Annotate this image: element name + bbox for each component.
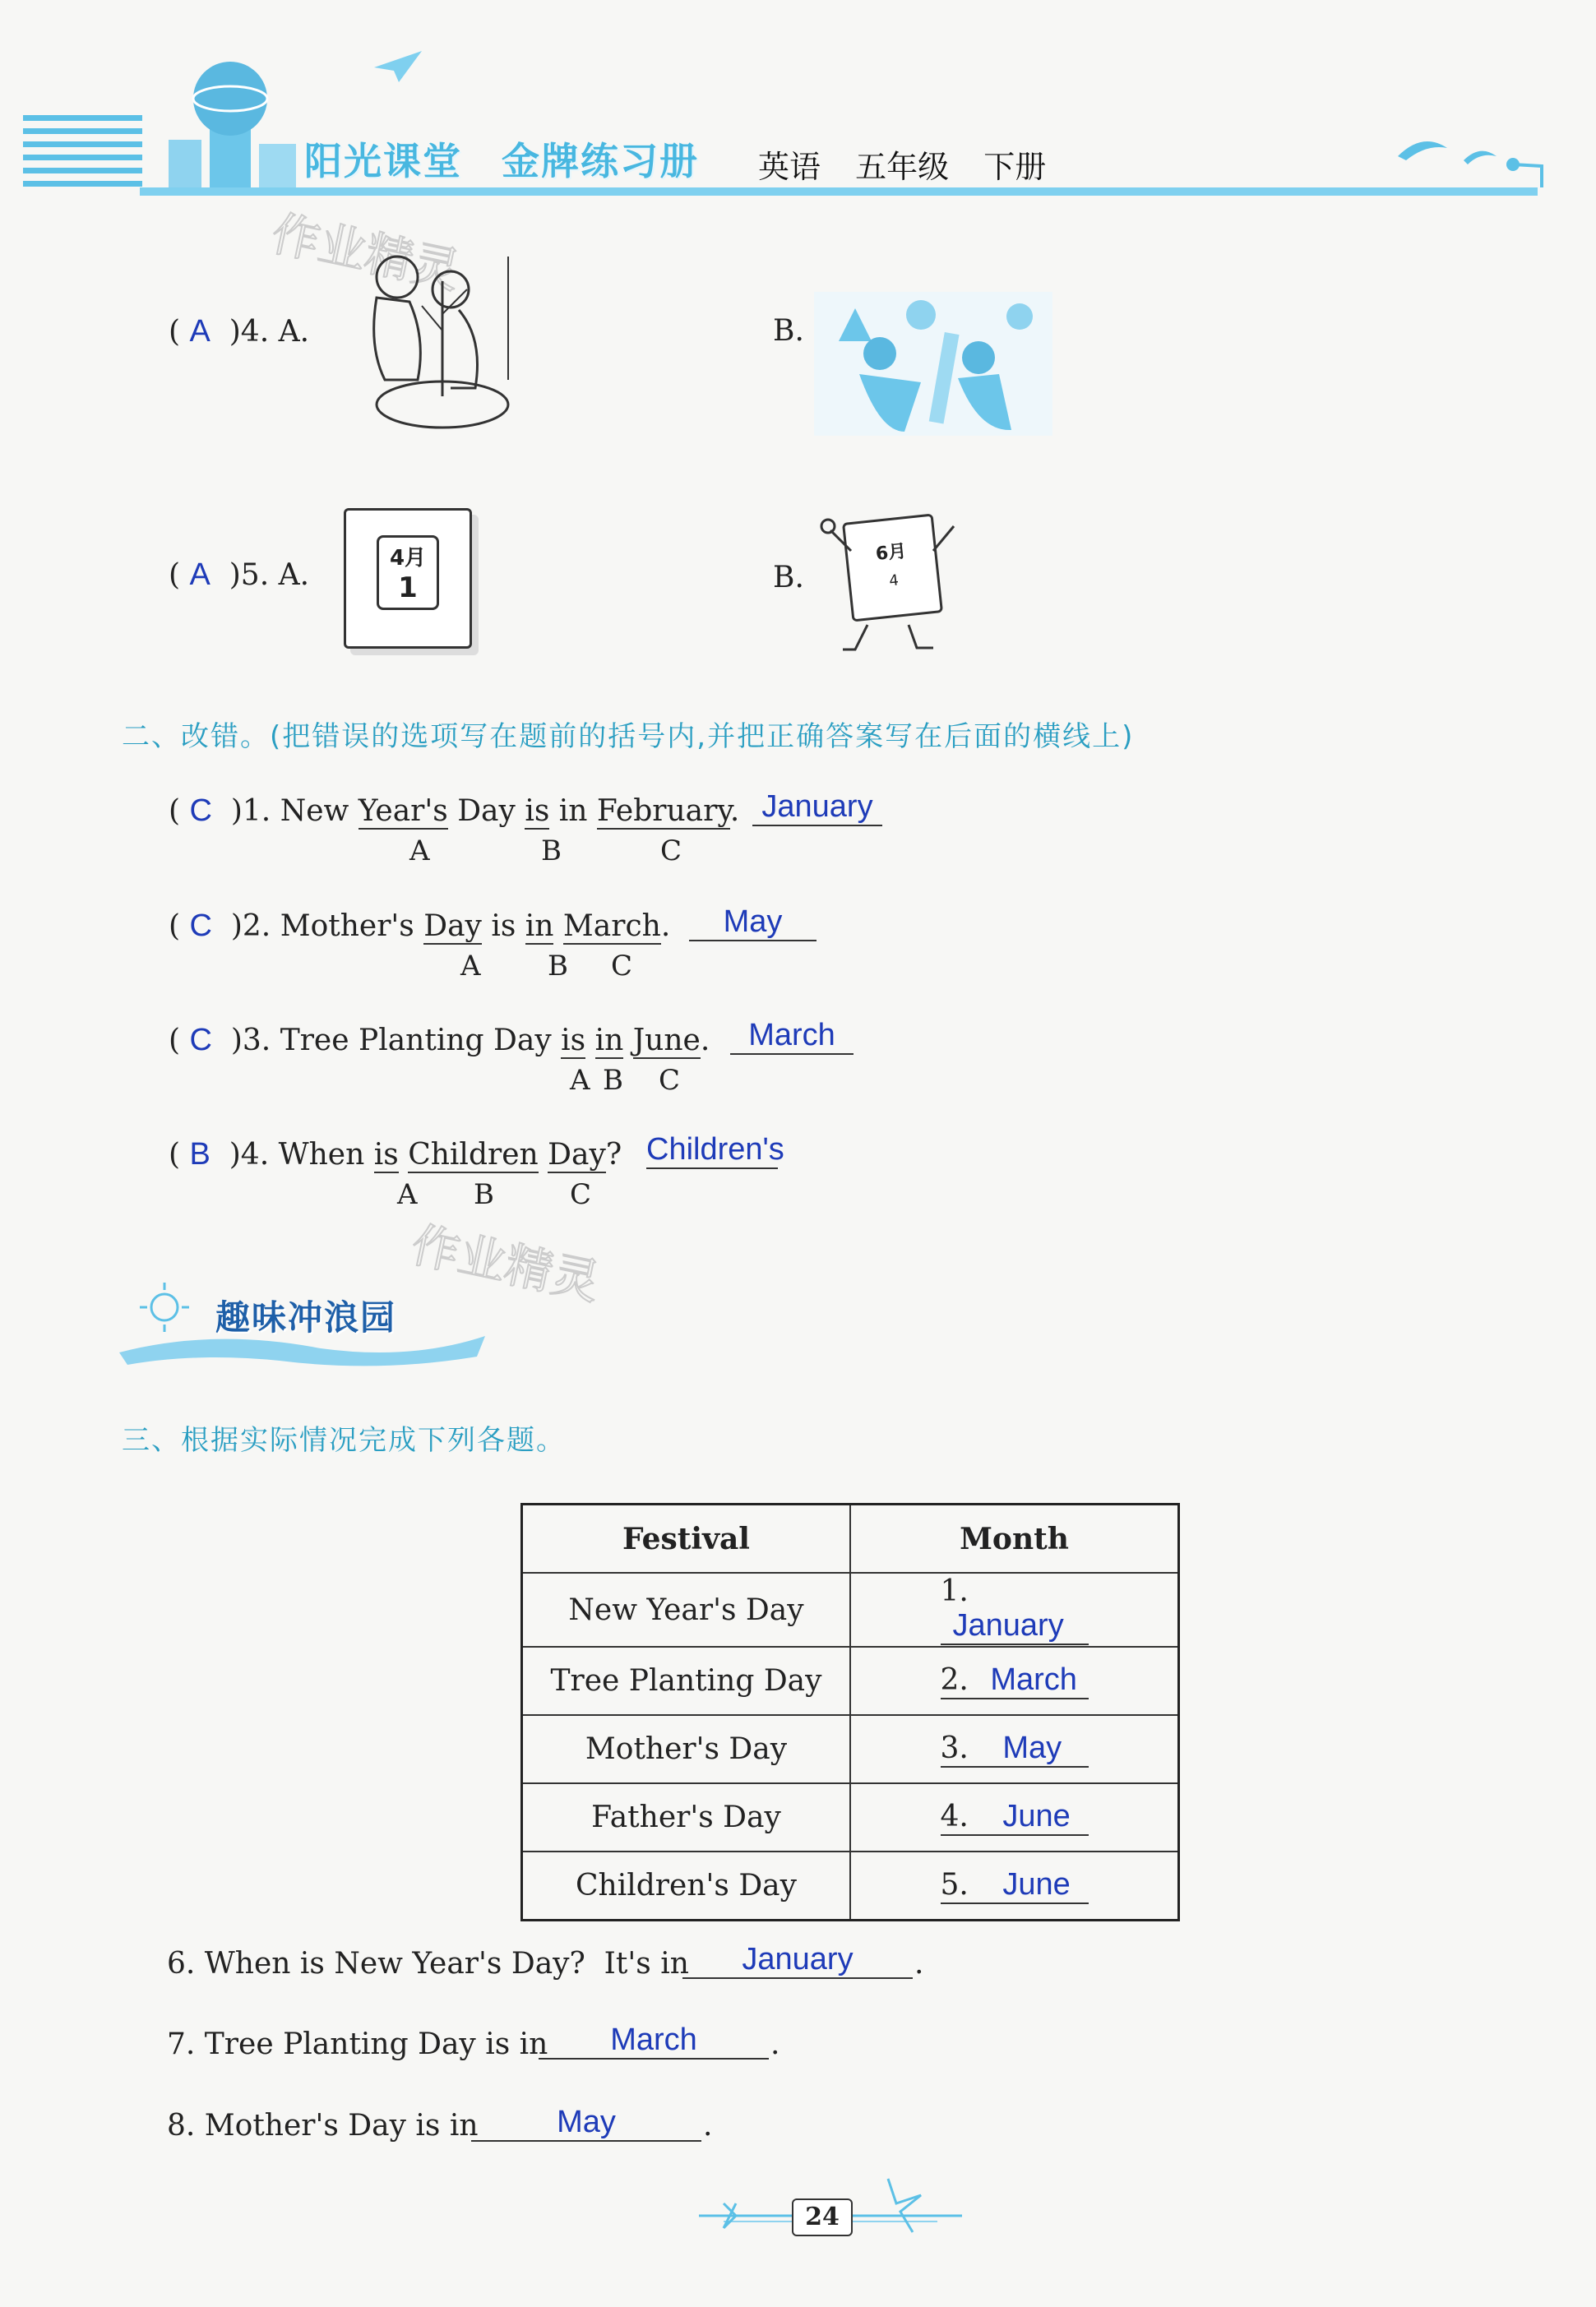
- month-answer: June: [1002, 1799, 1071, 1833]
- header-bar: [140, 187, 1538, 196]
- sentence-text: Day: [447, 794, 525, 828]
- festival-cell: Tree Planting Day: [522, 1647, 851, 1715]
- month-cell: [850, 1715, 1179, 1783]
- calendar-day: 4: [888, 571, 900, 590]
- item-number: )1.: [230, 794, 271, 828]
- answer-choice: A: [189, 557, 210, 592]
- answer-blank-8: May: [471, 2105, 701, 2142]
- month-answer: January: [952, 1608, 1064, 1643]
- table-row: [522, 1715, 1179, 1783]
- question-6: 6. When is New Year's Day? It's in: [167, 1947, 689, 1981]
- row-number: 4.: [940, 1800, 969, 1833]
- calendar-month: 6月: [874, 541, 908, 565]
- answer-blank-7: March: [539, 2023, 769, 2060]
- month-cell: [850, 1647, 1179, 1715]
- sentence-text: [399, 1138, 408, 1172]
- table-row: [522, 1647, 1179, 1715]
- correction-answer-3: March: [730, 1018, 854, 1055]
- sentence-text: .: [700, 1024, 710, 1057]
- item-number: )4.: [229, 1138, 270, 1172]
- sentence-text: [585, 1024, 594, 1057]
- answer-choice: C: [189, 793, 212, 828]
- correction-answer-2: May: [689, 904, 817, 941]
- book-title: 阳光课堂 金牌练习册: [304, 139, 699, 183]
- sentence-text: .: [729, 794, 740, 828]
- letter-a: A: [570, 1064, 590, 1097]
- option-b-word: Children: [408, 1138, 539, 1172]
- correction-answer-4: Children's: [646, 1132, 778, 1169]
- subject-label: 英语: [758, 149, 821, 185]
- letter-b: B: [603, 1064, 623, 1097]
- option-b-word: in: [525, 909, 554, 943]
- calendar-arms-legs: [810, 502, 974, 658]
- answer-choice: C: [189, 1023, 212, 1057]
- festival-cell: New Year's Day: [522, 1573, 851, 1647]
- option-a-word: is: [561, 1024, 586, 1057]
- banner-title: 趣味冲浪园: [215, 1297, 397, 1338]
- question-4: ( A )4. A.: [169, 314, 310, 349]
- answer-blank-6: January: [682, 1942, 913, 1979]
- sentence-end: .: [703, 2109, 713, 2143]
- option-c-word: June: [632, 1024, 701, 1057]
- item-number: )3.: [230, 1024, 271, 1057]
- option-a-word: Day: [423, 909, 482, 943]
- sentence-text: Mother's: [280, 909, 424, 943]
- section-3-title: 三、根据实际情况完成下列各题。: [122, 1424, 566, 1457]
- festival-table: [520, 1503, 1180, 1921]
- sentence-text: When: [278, 1138, 374, 1172]
- sentence-text: is: [481, 909, 525, 943]
- sentence-text: New: [280, 794, 359, 828]
- volume-label: 下册: [983, 149, 1047, 185]
- letter-c: C: [660, 834, 682, 867]
- option-b-label: B.: [773, 561, 804, 594]
- month-cell: [850, 1573, 1179, 1647]
- month-answer: March: [990, 1662, 1077, 1697]
- letter-a: A: [397, 1178, 418, 1211]
- letter-c: C: [659, 1064, 681, 1097]
- sentence-text: .: [660, 909, 671, 943]
- table-row: [522, 1573, 1179, 1647]
- watermark: 作业精灵: [406, 1216, 605, 1311]
- sentence-text: ?: [605, 1138, 622, 1172]
- row-number: 1.: [940, 1574, 969, 1608]
- question-number: )5. A.: [229, 558, 310, 592]
- answer-choice: A: [189, 314, 210, 349]
- option-b-word: in: [594, 1024, 624, 1057]
- festival-cell: Children's Day: [522, 1852, 851, 1921]
- watermark: 作业精灵: [266, 205, 465, 300]
- correction-item-4: ( B )4. When is Children Day?: [169, 1137, 622, 1172]
- letter-c: C: [611, 950, 633, 982]
- letter-a: A: [460, 950, 481, 982]
- childrens-day-picture: [814, 292, 1052, 436]
- answer-choice: B: [189, 1137, 210, 1172]
- sentence-end: .: [770, 2027, 780, 2061]
- option-c-word: February: [596, 794, 730, 828]
- tree-planting-picture: [344, 232, 525, 437]
- calendar-april: [344, 508, 472, 649]
- sentence-text: Tree Planting Day: [280, 1024, 562, 1057]
- table-row: [522, 1852, 1179, 1921]
- correction-item-3: ( C )3. Tree Planting Day is in June.: [169, 1023, 710, 1057]
- question-7: 7. Tree Planting Day is in: [167, 2027, 548, 2061]
- calendar-month: 4月: [389, 546, 427, 571]
- row-number: 5.: [940, 1868, 969, 1902]
- column-header: Month: [850, 1505, 1179, 1574]
- option-a-word: Year's: [358, 794, 448, 828]
- paper-plane-icon: [374, 51, 423, 84]
- column-header: Festival: [522, 1505, 851, 1574]
- row-number: 3.: [940, 1731, 969, 1765]
- book-info: [758, 141, 1046, 187]
- option-c-word: Day: [548, 1138, 606, 1172]
- grade-label: 五年级: [855, 149, 950, 185]
- table-header-row: [522, 1505, 1179, 1574]
- month-answer: June: [1002, 1867, 1071, 1902]
- table-row: [522, 1783, 1179, 1852]
- calendar-day: 1: [398, 571, 418, 604]
- correction-item-1: ( C )1. New Year's Day is in February.: [169, 793, 740, 828]
- sentence-text: in: [549, 794, 597, 828]
- birds-icon: [1390, 123, 1546, 197]
- sentence-end: .: [914, 1947, 924, 1981]
- letter-a: A: [409, 834, 430, 867]
- letter-c: C: [570, 1178, 592, 1211]
- item-number: )2.: [230, 909, 271, 943]
- correction-item-2: ( C )2. Mother's Day is in March.: [169, 908, 671, 943]
- letter-b: B: [541, 834, 562, 867]
- festival-cell: Father's Day: [522, 1783, 851, 1852]
- globe-illustration: [152, 49, 317, 197]
- month-answer: May: [1002, 1731, 1062, 1765]
- sentence-text: [623, 1024, 632, 1057]
- month-cell: [850, 1783, 1179, 1852]
- question-8: 8. Mother's Day is in: [167, 2109, 479, 2143]
- page-number: 24: [792, 2198, 853, 2236]
- answer-choice: C: [189, 908, 212, 943]
- sentence-text: [539, 1138, 548, 1172]
- question-number: )4. A.: [229, 315, 310, 349]
- festival-cell: Mother's Day: [522, 1715, 851, 1783]
- row-number: 2.: [940, 1663, 969, 1697]
- option-a-word: is: [373, 1138, 399, 1172]
- option-b-word: is: [525, 794, 550, 828]
- section-2-title: 二、改错。(把错误的选项写在题前的括号内,并把正确答案写在后面的横线上): [122, 720, 1135, 753]
- correction-answer-1: January: [752, 789, 882, 826]
- option-c-word: March: [562, 909, 661, 943]
- month-cell: [850, 1852, 1179, 1921]
- sentence-text: [553, 909, 562, 943]
- question-5: ( A )5. A.: [169, 557, 310, 592]
- letter-b: B: [474, 1178, 494, 1211]
- option-b-label: B.: [773, 314, 804, 348]
- letter-b: B: [548, 950, 568, 982]
